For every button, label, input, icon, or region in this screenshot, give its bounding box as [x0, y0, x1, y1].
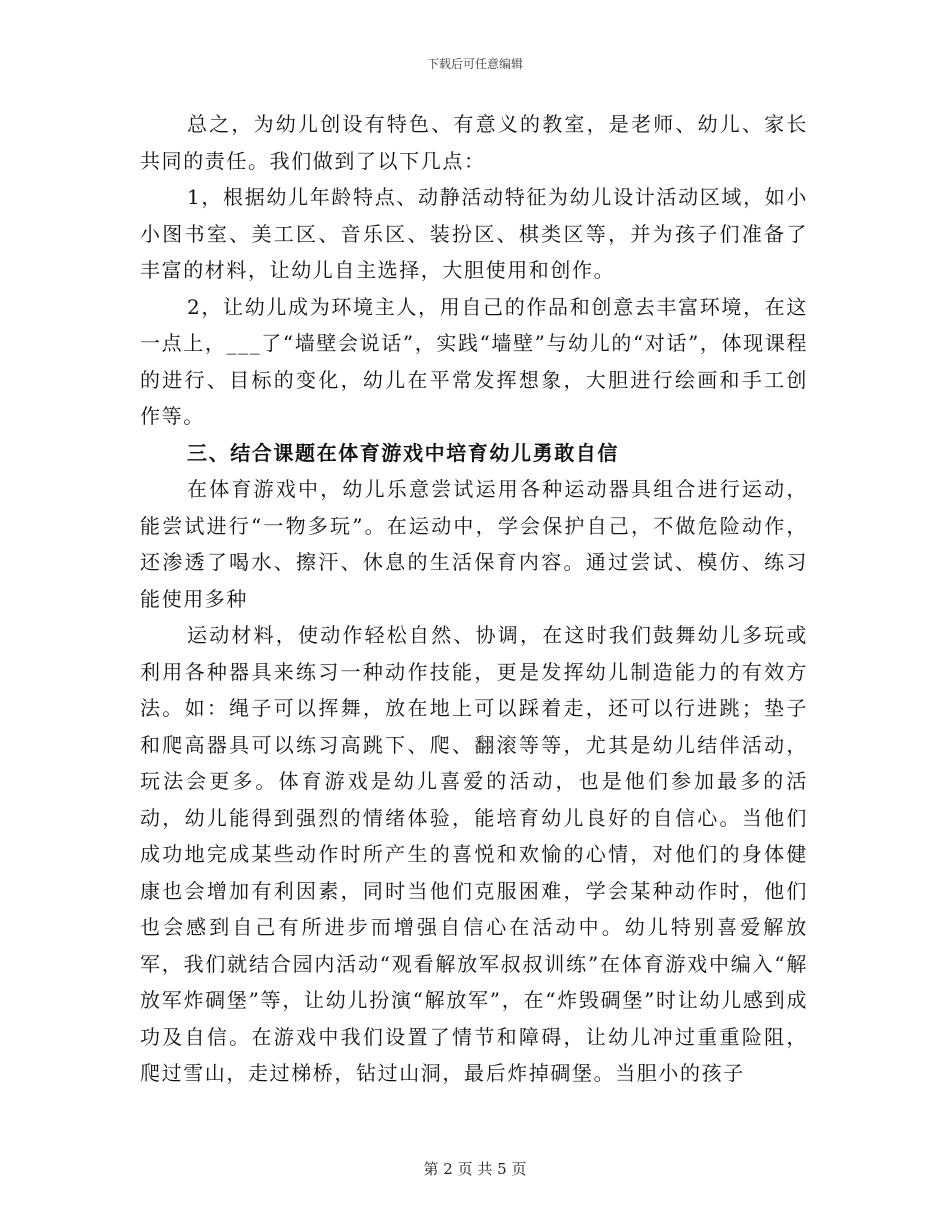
paragraph-summary: 总之，为幼儿创设有特色、有意义的教室，是老师、幼儿、家长共同的责任。我们做到了以下几点： [140, 112, 808, 173]
page-footer: 第 2 页 共 5 页 [423, 1160, 527, 1178]
document-body [140, 106, 808, 1092]
paragraph-sports-games: 在体育游戏中，幼儿乐意尝试运用各种运动器具组合进行运动，能尝试进行“一物多玩”。在运动中，学会保护自己，不做危险动作，还渗透了喝水、擦汗、休息的生活保育内容。通过尝试、模仿、练习能使用多种 [140, 477, 808, 611]
section-heading: 三、结合课题在体育游戏中培育幼儿勇敢自信 [187, 440, 619, 465]
paragraph-point-2: 2，让幼儿成为环境主人，用自己的作品和创意去丰富环境，在这一点上，___了“墙壁会说话”，实践“墙壁”与幼儿的“对话”，体现课程的进行、目标的变化，幼儿在平常发挥想象，大胆进行绘画和手工创作等。 [140, 294, 808, 428]
paragraph-point-1: 1，根据幼儿年龄特点、动静活动特征为幼儿设计活动区域，如小小图书室、美工区、音乐区、装扮区、棋类区等，并为孩子们准备了丰富的材料，让幼儿自主选择，大胆使用和创作。 [140, 185, 808, 282]
paragraph-sports-materials: 运动材料，使动作轻松自然、协调，在这时我们鼓舞幼儿多玩或利用各种器具来练习一种动作技能，更是发挥幼儿制造能力的有效方法。如：绳子可以挥舞，放在地上可以踩着走，还可以行进跳；垫子和爬高器具可以练习高跳下、爬、翻滚等等，尤其是幼儿结伴活动，玩法会更多。体育游戏是幼儿喜爱的活动，也是他们参加最多的活动，幼儿能得到强烈的情绪体验，能培育幼儿良好的自信心。当他们成功地完成某些动作时所产生的喜悦和欢愉的心情，对他们的身体健康也会增加有利因素，同时当他们克服困难，学会某种动作时，他们也会感到自己有所进步而增强自信心在活动中。幼儿特别喜爱解放军，我们就结合园内活动“观看解放军叔叔训练”在体育游戏中编入“解放军炸碉堡”等，让幼儿扮演“解放军”，在“炸毁碉堡”时让幼儿感到成功及自信。在游戏中我们设置了情节和障碍，让幼儿冲过重重险阻，爬过雪山，走过梯桥，钻过山洞，最后炸掉碉堡。当胆小的孩子 [140, 623, 808, 1085]
page-header: 下载后可任意编辑 [426, 57, 523, 71]
